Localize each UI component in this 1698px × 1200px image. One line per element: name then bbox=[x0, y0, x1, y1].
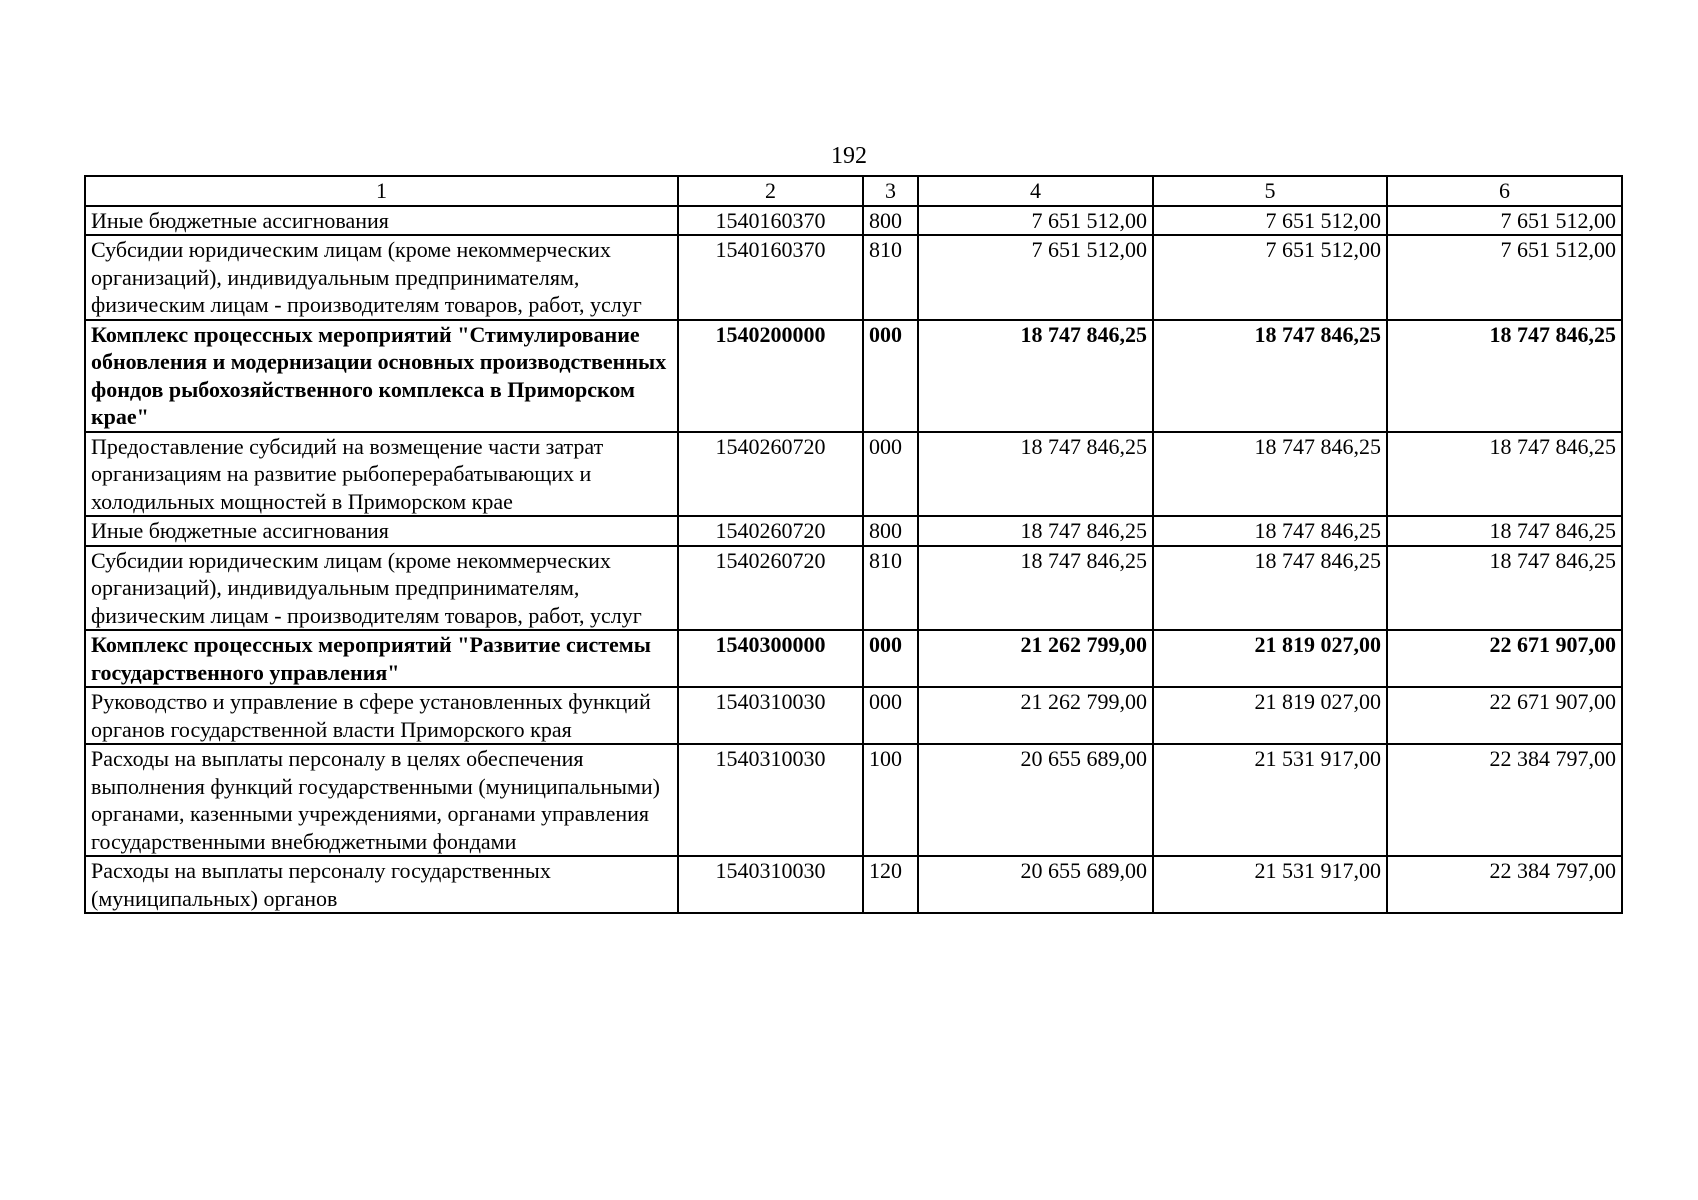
row-amount-2: 18 747 846,25 bbox=[1153, 546, 1387, 631]
row-amount-2: 21 531 917,00 bbox=[1153, 856, 1387, 913]
row-amount-3: 7 651 512,00 bbox=[1387, 235, 1622, 320]
row-name: Субсидии юридическим лицам (кроме некоммерческих организаций), индивидуальным предпринимателям, физическим лицам - производителям товаров, работ, услуг bbox=[85, 235, 678, 320]
header-row bbox=[85, 176, 1622, 206]
table-row bbox=[85, 687, 1622, 744]
row-amount-1: 20 655 689,00 bbox=[918, 856, 1153, 913]
row-code: 1540260720 bbox=[678, 546, 863, 631]
row-amount-1: 21 262 799,00 bbox=[918, 630, 1153, 687]
row-amount-2: 18 747 846,25 bbox=[1153, 432, 1387, 517]
column-header-6: 6 bbox=[1387, 176, 1622, 206]
table-row bbox=[85, 546, 1622, 631]
row-name: Расходы на выплаты персоналу государственных (муниципальных) органов bbox=[85, 856, 678, 913]
row-amount-2: 21 531 917,00 bbox=[1153, 744, 1387, 856]
row-amount-2: 21 819 027,00 bbox=[1153, 687, 1387, 744]
table-row-program bbox=[85, 320, 1622, 432]
row-amount-3: 22 384 797,00 bbox=[1387, 856, 1622, 913]
row-amount-3: 22 671 907,00 bbox=[1387, 630, 1622, 687]
row-kvr: 100 bbox=[863, 744, 918, 856]
column-header-5: 5 bbox=[1153, 176, 1387, 206]
table-row bbox=[85, 235, 1622, 320]
row-code: 1540310030 bbox=[678, 856, 863, 913]
row-kvr: 800 bbox=[863, 206, 918, 236]
row-amount-1: 7 651 512,00 bbox=[918, 235, 1153, 320]
row-kvr: 800 bbox=[863, 516, 918, 546]
column-header-4: 4 bbox=[918, 176, 1153, 206]
row-name: Комплекс процессных мероприятий "Развитие системы государственного управления" bbox=[85, 630, 678, 687]
table-row bbox=[85, 432, 1622, 517]
row-kvr: 000 bbox=[863, 320, 918, 432]
row-amount-2: 21 819 027,00 bbox=[1153, 630, 1387, 687]
row-amount-1: 21 262 799,00 bbox=[918, 687, 1153, 744]
row-name: Субсидии юридическим лицам (кроме некоммерческих организаций), индивидуальным предпринимателям, физическим лицам - производителям товаров, работ, услуг bbox=[85, 546, 678, 631]
row-amount-1: 18 747 846,25 bbox=[918, 516, 1153, 546]
row-amount-3: 22 671 907,00 bbox=[1387, 687, 1622, 744]
row-amount-3: 18 747 846,25 bbox=[1387, 432, 1622, 517]
row-code: 1540160370 bbox=[678, 206, 863, 236]
row-amount-1: 18 747 846,25 bbox=[918, 320, 1153, 432]
row-code: 1540300000 bbox=[678, 630, 863, 687]
row-name: Предоставление субсидий на возмещение части затрат организациям на развитие рыбоперерабатывающих и холодильных мощностей в Приморском крае bbox=[85, 432, 678, 517]
table-row bbox=[85, 516, 1622, 546]
column-header-2: 2 bbox=[678, 176, 863, 206]
table-row bbox=[85, 856, 1622, 913]
row-name: Расходы на выплаты персоналу в целях обеспечения выполнения функций государственными (муниципальными) органами, казенными учреждениями, органами управления государственными внебюджетными фондами bbox=[85, 744, 678, 856]
row-kvr: 000 bbox=[863, 630, 918, 687]
row-name: Иные бюджетные ассигнования bbox=[85, 206, 678, 236]
row-amount-3: 7 651 512,00 bbox=[1387, 206, 1622, 236]
row-name: Комплекс процессных мероприятий "Стимулирование обновления и модернизации основных производственных фондов рыбохозяйственного комплекса в Приморском крае" bbox=[85, 320, 678, 432]
row-name: Руководство и управление в сфере установленных функций органов государственной власти Приморского края bbox=[85, 687, 678, 744]
row-code: 1540310030 bbox=[678, 687, 863, 744]
table-row bbox=[85, 206, 1622, 236]
row-amount-3: 18 747 846,25 bbox=[1387, 320, 1622, 432]
row-kvr: 000 bbox=[863, 687, 918, 744]
row-amount-2: 7 651 512,00 bbox=[1153, 235, 1387, 320]
column-header-3: 3 bbox=[863, 176, 918, 206]
row-amount-1: 7 651 512,00 bbox=[918, 206, 1153, 236]
row-kvr: 120 bbox=[863, 856, 918, 913]
row-kvr: 000 bbox=[863, 432, 918, 517]
table-row bbox=[85, 744, 1622, 856]
row-code: 1540160370 bbox=[678, 235, 863, 320]
row-amount-2: 18 747 846,25 bbox=[1153, 320, 1387, 432]
row-amount-2: 7 651 512,00 bbox=[1153, 206, 1387, 236]
row-amount-1: 18 747 846,25 bbox=[918, 432, 1153, 517]
row-amount-3: 18 747 846,25 bbox=[1387, 516, 1622, 546]
row-kvr: 810 bbox=[863, 546, 918, 631]
row-name: Иные бюджетные ассигнования bbox=[85, 516, 678, 546]
row-code: 1540310030 bbox=[678, 744, 863, 856]
row-amount-3: 22 384 797,00 bbox=[1387, 744, 1622, 856]
row-code: 1540260720 bbox=[678, 432, 863, 517]
row-amount-1: 20 655 689,00 bbox=[918, 744, 1153, 856]
page-number: 192 bbox=[831, 143, 867, 169]
column-header-1: 1 bbox=[85, 176, 678, 206]
row-amount-3: 18 747 846,25 bbox=[1387, 546, 1622, 631]
row-amount-2: 18 747 846,25 bbox=[1153, 516, 1387, 546]
row-kvr: 810 bbox=[863, 235, 918, 320]
budget-table bbox=[84, 175, 1623, 914]
table-row-program bbox=[85, 630, 1622, 687]
row-code: 1540200000 bbox=[678, 320, 863, 432]
row-amount-1: 18 747 846,25 bbox=[918, 546, 1153, 631]
row-code: 1540260720 bbox=[678, 516, 863, 546]
